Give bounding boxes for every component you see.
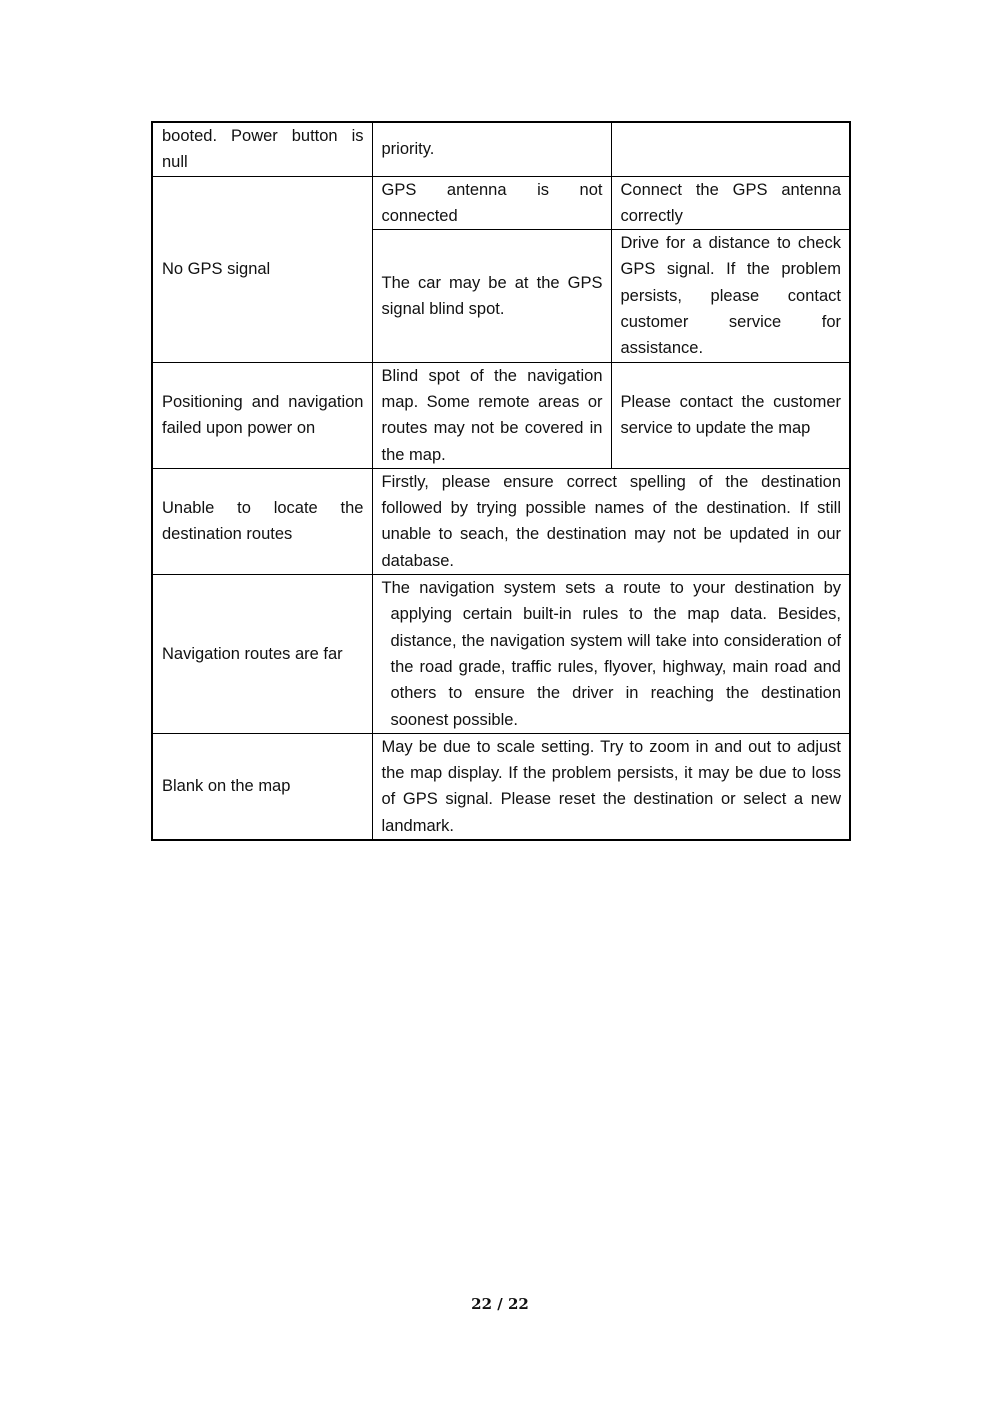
solution-cell: Connect the GPS antenna correctly — [611, 176, 850, 230]
problem-cell: Navigation routes are far — [152, 575, 372, 734]
table-row — [152, 733, 850, 840]
table-row — [152, 176, 850, 230]
problem-cell: No GPS signal — [152, 176, 372, 362]
troubleshooting-table — [151, 121, 851, 841]
table-row — [152, 362, 850, 468]
page-number: 22 / 22 — [471, 1295, 529, 1313]
table-row — [152, 122, 850, 176]
cause-cell: GPS antenna is not connected — [372, 176, 611, 230]
problem-cell: Unable to locate the destination routes — [152, 468, 372, 574]
cause-cell: priority. — [372, 122, 611, 176]
table-row — [152, 575, 850, 734]
solution-cell: The navigation system sets a route to your destination by applying certain built-in rules to the map data. Besides, distance, the navigation system will take into consideration of the road grade, traffic rules, flyover, highway, main road and others to ensure the driver in reaching the destination soonest possible. — [372, 575, 850, 734]
problem-cell: Blank on the map — [152, 733, 372, 840]
solution-cell: Firstly, please ensure correct spelling of the destination followed by trying possible names of the destination. If still unable to seach, the destination may not be updated in our database. — [372, 468, 850, 574]
solution-cell: Drive for a distance to check GPS signal. If the problem persists, please contact customer service for assistance. — [611, 230, 850, 362]
problem-cell: Positioning and navigation failed upon power on — [152, 362, 372, 468]
solution-cell — [611, 122, 850, 176]
problem-cell: booted. Power button is null — [152, 122, 372, 176]
cause-cell: Blind spot of the navigation map. Some remote areas or routes may not be covered in the map. — [372, 362, 611, 468]
solution-cell: May be due to scale setting. Try to zoom in and out to adjust the map display. If the problem persists, it may be due to loss of GPS signal. Please reset the destination or select a new landmark. — [372, 733, 850, 840]
cause-cell: The car may be at the GPS signal blind spot. — [372, 230, 611, 362]
solution-cell: Please contact the customer service to update the map — [611, 362, 850, 468]
table-row — [152, 468, 850, 574]
